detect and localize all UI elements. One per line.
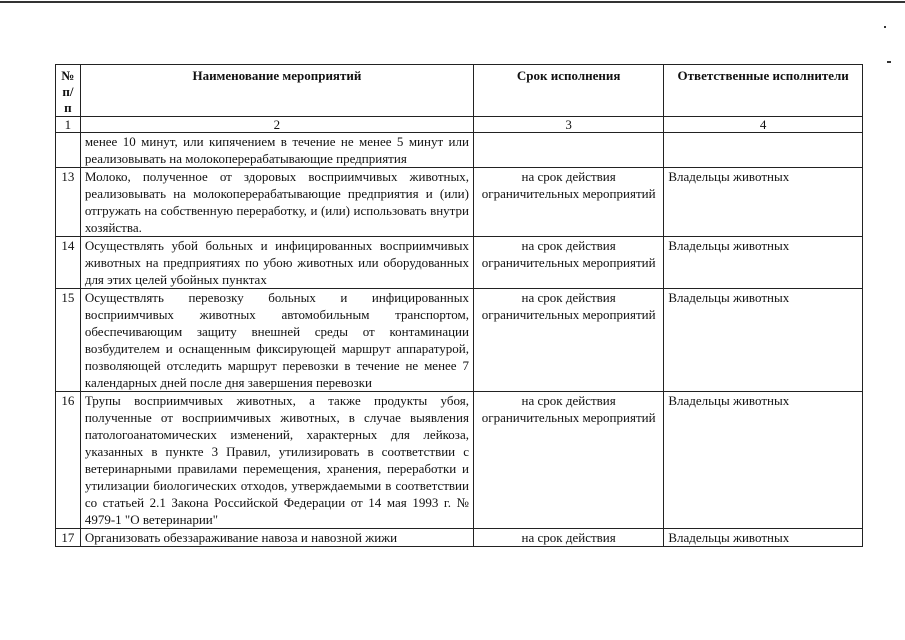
row-deadline	[473, 133, 663, 168]
row-deadline: на срок действия ограничительных мероприятий	[473, 237, 663, 289]
header-deadline: Срок исполнения	[473, 65, 663, 117]
table-header-row	[56, 65, 863, 117]
row-responsible: Владельцы животных	[664, 289, 863, 392]
scan-speck	[884, 26, 886, 28]
row-number: 13	[56, 168, 81, 237]
row-measure: Молоко, полученное от здоровых восприимчивых животных, реализовывать на молокоперерабатывающие предприятия и (или) отгружать на собственную переработку, и (или) использовать внутри хозяйства.	[80, 168, 473, 237]
column-number: 4	[664, 117, 863, 133]
row-number: 17	[56, 529, 81, 547]
measures-table	[55, 64, 863, 547]
row-measure: менее 10 минут, или кипячением в течение не менее 5 минут или реализовывать на молокоперерабатывающие предприятия	[80, 133, 473, 168]
row-deadline: на срок действия ограничительных мероприятий	[473, 392, 663, 529]
row-number: 15	[56, 289, 81, 392]
row-deadline: на срок действия ограничительных мероприятий	[473, 289, 663, 392]
column-number-row	[56, 117, 863, 133]
table-row	[56, 392, 863, 529]
row-measure: Организовать обеззараживание навоза и навозной жижи	[80, 529, 473, 547]
header-responsible: Ответственные исполнители	[664, 65, 863, 117]
row-responsible: Владельцы животных	[664, 237, 863, 289]
row-number: 14	[56, 237, 81, 289]
table-row	[56, 289, 863, 392]
scan-top-border	[0, 1, 905, 3]
table-row	[56, 237, 863, 289]
table-row	[56, 133, 863, 168]
row-responsible: Владельцы животных	[664, 392, 863, 529]
row-deadline: на срок действия ограничительных мероприятий	[473, 168, 663, 237]
row-measure: Трупы восприимчивых животных, а также продукты убоя, полученные от восприимчивых животных, в случае выявления патологоанатомических изменений, характерных для лейкоза, указанных в пункте 3 Правил, утилизировать в соответствии с ветеринарными правилами перемещения, хранения, переработки и утилизации биологических отходов, утверждаемыми в соответствии со статьей 2.1 Закона Российской Федерации от 14 мая 1993 г. № 4979-1 "О ветеринарии"	[80, 392, 473, 529]
row-responsible: Владельцы животных	[664, 529, 863, 547]
scan-speck	[887, 61, 891, 63]
column-number: 2	[80, 117, 473, 133]
row-deadline: на срок действия	[473, 529, 663, 547]
row-measure: Осуществлять убой больных и инфицированных восприимчивых животных на предприятиях по убою животных или оборудованных для этих целей убойных пунктах	[80, 237, 473, 289]
row-number	[56, 133, 81, 168]
table-row	[56, 168, 863, 237]
header-measure-name: Наименование мероприятий	[80, 65, 473, 117]
header-number: № п/п	[56, 65, 81, 117]
column-number: 1	[56, 117, 81, 133]
row-number: 16	[56, 392, 81, 529]
row-measure: Осуществлять перевозку больных и инфицированных восприимчивых животных автомобильным транспортом, обеспечивающим защиту внешней среды от контаминации возбудителем и оснащенным фиксирующей маршрут аппаратурой, позволяющей отследить маршрут перевозки в течение не менее 7 календарных дней после дня завершения перевозки	[80, 289, 473, 392]
row-responsible: Владельцы животных	[664, 168, 863, 237]
column-number: 3	[473, 117, 663, 133]
table-row	[56, 529, 863, 547]
row-responsible	[664, 133, 863, 168]
